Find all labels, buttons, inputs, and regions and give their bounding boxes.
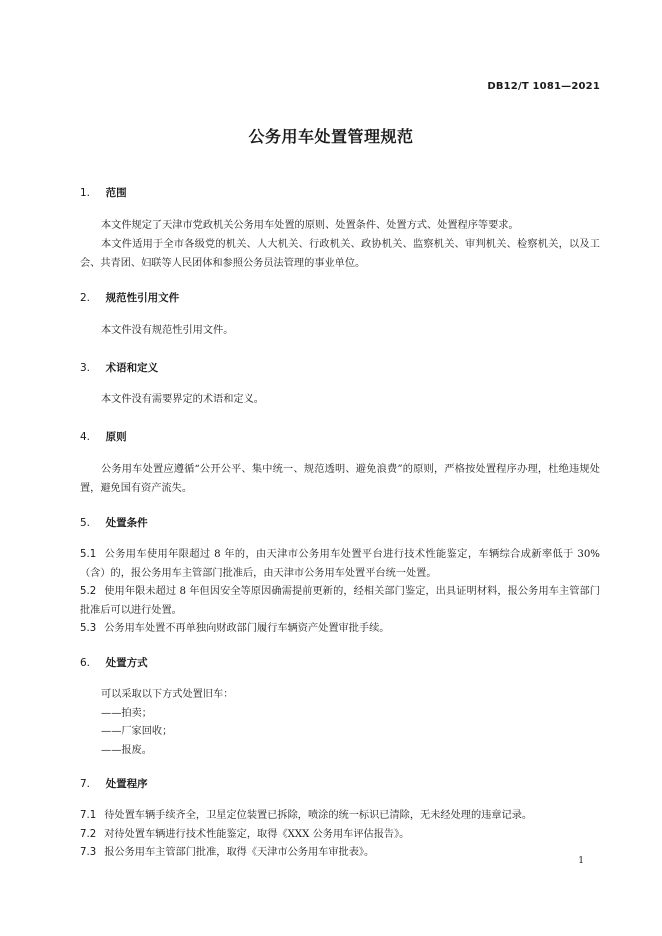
clause-number: 7.1: [80, 810, 97, 821]
section-number: 7.: [80, 778, 91, 790]
clause-text: 公务用车处置不再单独向财政部门履行车辆资产处置审批手续。: [104, 623, 390, 634]
section-heading-normative-references: [80, 290, 179, 305]
section-heading-terms: [80, 360, 158, 375]
page-number: 1: [578, 856, 584, 866]
section-title: 处置程序: [105, 778, 148, 790]
clause-7-1: [80, 807, 600, 826]
section-heading-conditions: [80, 515, 148, 530]
section-title: 处置条件: [105, 517, 148, 529]
clause-7-2: [80, 826, 600, 845]
paragraph: 本文件规定了天津市党政机关公务用车处置的原则、处置条件、处置方式、处置程序等要求。: [101, 220, 519, 231]
clause-number: 5.2: [80, 586, 97, 597]
paragraph: 本文件没有规范性引用文件。: [101, 325, 234, 336]
section-heading-principles: [80, 429, 127, 444]
document-title: 公务用车处置管理规范: [248, 127, 414, 146]
clause-text: 待处置车辆手续齐全，卫星定位装置已拆除，喷涂的统一标识已清除，无未经处理的违章记录。: [104, 810, 533, 821]
section-title: 原则: [105, 431, 127, 443]
clause-number: 5.3: [80, 623, 97, 634]
paragraph: 本文件没有需要界定的术语和定义。: [101, 394, 264, 405]
clause-5-1: [80, 546, 600, 583]
section-number: 1.: [80, 187, 91, 199]
section-heading-procedure: [80, 776, 148, 791]
document-code: DB12/T 1081—2021: [487, 81, 600, 92]
paragraph: 本文件适用于全市各级党的机关、人大机关、行政机关、政协机关、监察机关、审判机关、检察机关，以及工会、共青团、妇联等人民团体和参照公务员法管理的事业单位。: [80, 239, 600, 269]
section-heading-scope: [80, 185, 127, 200]
section-title: 规范性引用文件: [105, 292, 180, 304]
section-number: 3.: [80, 362, 91, 374]
section-heading-methods: [80, 655, 148, 670]
clause-text: 报公务用车主管部门批准，取得《天津市公务用车审批表》。: [104, 847, 375, 858]
section-number: 4.: [80, 431, 91, 443]
paragraph: 公务用车处置应遵循“公开公平、集中统一、规范透明、避免浪费”的原则，严格按处置程序办理，杜绝违规处置，避免国有资产流失。: [80, 464, 600, 494]
list-item: ——厂家回收；: [101, 726, 173, 737]
clause-number: 5.1: [80, 549, 97, 560]
clause-5-3: [80, 620, 600, 639]
clause-number: 7.2: [80, 829, 97, 840]
section-number: 5.: [80, 517, 91, 529]
clause-5-2: [80, 583, 600, 620]
clause-text: 对待处置车辆进行技术性能鉴定，取得《XXX 公务用车评估报告》。: [104, 829, 410, 840]
section-number: 6.: [80, 657, 91, 669]
clause-text: 公务用车使用年限超过 8 年的，由天津市公务用车处置平台进行技术性能鉴定，车辆综合成新率低于 30%（含）的，报公务用车主管部门批准后，由天津市公务用车处置平台统一处置。: [80, 549, 600, 579]
section-number: 2.: [80, 292, 91, 304]
methods-intro: 可以采取以下方式处置旧车：: [101, 689, 234, 700]
clause-text: 使用年限未超过 8 年但因安全等原因确需提前更新的，经相关部门鉴定，出具证明材料，报公务用车主管部门批准后可以进行处置。: [80, 586, 600, 616]
clause-number: 7.3: [80, 847, 97, 858]
section-title: 术语和定义: [105, 362, 159, 374]
section-title: 处置方式: [105, 657, 148, 669]
list-item: ——拍卖；: [101, 708, 152, 719]
section-title: 范围: [105, 187, 127, 199]
clause-7-3: [80, 844, 600, 863]
list-item: ——报废。: [101, 745, 152, 756]
